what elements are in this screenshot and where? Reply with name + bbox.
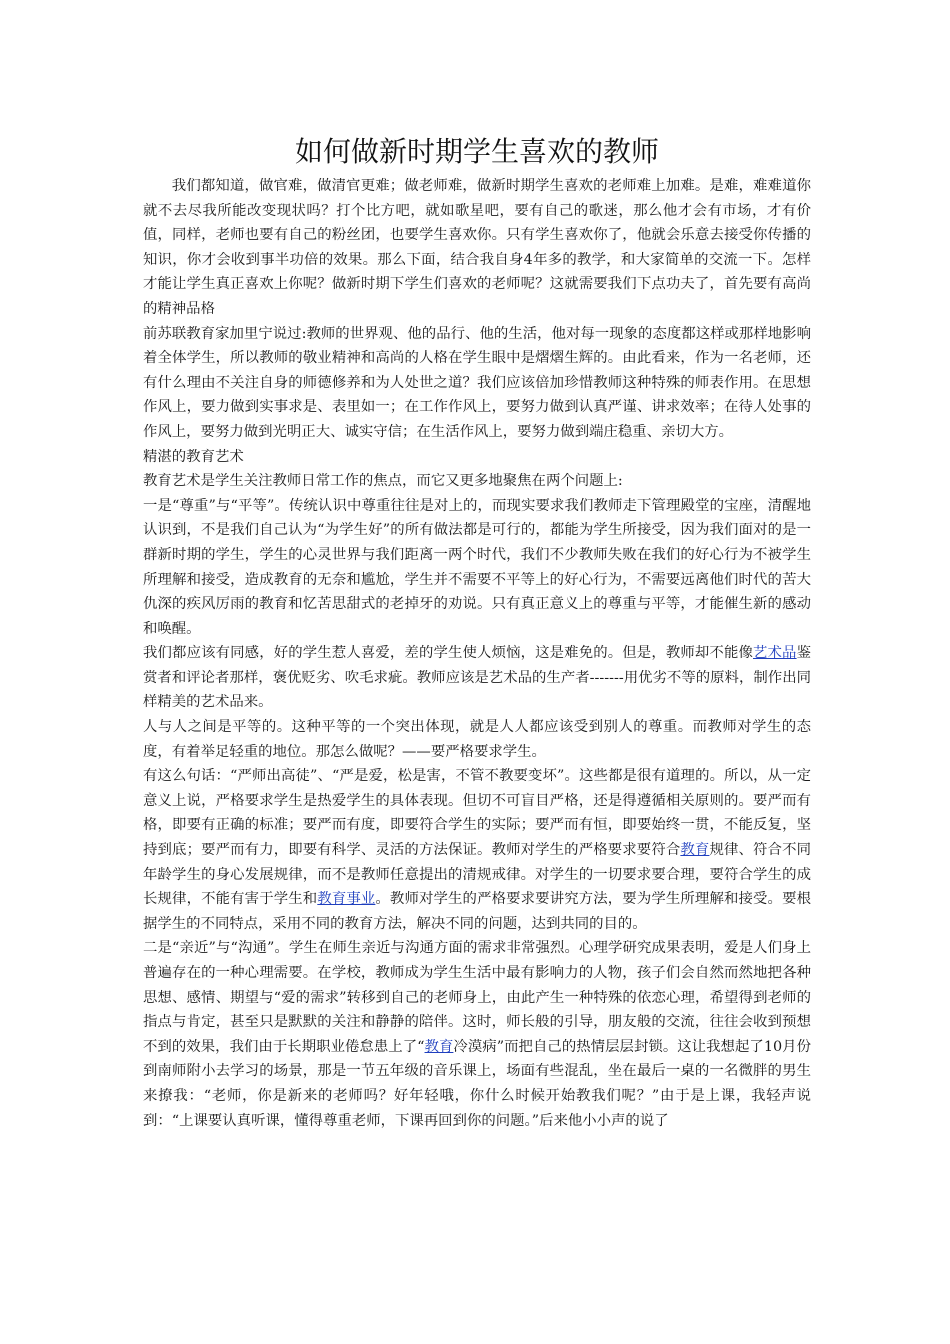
link-artwork[interactable]: 艺术品 — [753, 645, 797, 662]
paragraph-text: 。教师对学生的严格要求要讲究方法，要为学生所理解和接受。要根据学生的不同特点，采用不同的教育方法，解决不同的问题，达到共同的目的。 — [143, 891, 811, 932]
paragraph-education-art-focus: 教育艺术是学生关注教师日常工作的焦点，而它又更多地聚焦在两个问题上: — [143, 473, 623, 490]
paragraph-strict-requirements — [143, 764, 811, 936]
paragraph-text: 我们都应该有同感，好的学生惹人喜爱，差的学生使人烦恼，这是难免的。但是，教师却不能像 — [143, 645, 753, 662]
link-education[interactable]: 教育 — [680, 842, 710, 859]
paragraph-text: 鉴赏者和评论者那样，褒优贬劣、吹毛求疵。教师应该是艺术品的生产者-------用优劣不等的原料，制作出同样精美的艺术品来。 — [143, 645, 811, 711]
paragraph-moral-character: 前苏联教育家加里宁说过:教师的世界观、他的品行、他的生活，他对每一现象的态度都这样或那样地影响着全体学生，所以教师的敬业精神和高尚的人格在学生眼中是熠熠生辉的。由此看来，作为一名老师，还有什么理由不关注自身的师德修养和为人处世之道？我们应该倍加珍惜教师这种特殊的师表作用。在思想作风上，要力做到实事求是、表里如一；在工作作风上，要努力做到认真严谨、讲求效率；在待人处事的作风上，要努力做到光明正大、诚实守信；在生活作风上，要努力做到端庄稳重、亲切大方。 — [143, 325, 811, 440]
link-education-career[interactable]: 教育事业 — [317, 891, 376, 908]
paragraph-intro: 我们都知道，做官难，做清官更难；做老师难，做新时期学生喜欢的老师难上加难。是难，难难道你就不去尽我所能改变现状吗？打个比方吧，就如歌星吧，要有自己的歌迷，那么他才会有市场，才有价值，同样，老师也要有自己的粉丝团，也要学生喜欢你。只有学生喜欢你了，他就会乐意去接受你传播的知识，你才会收到事半功倍的效果。那么下面，结合我自身4年多的教学，和大家简单的交流一下。怎样才能让学生真正喜欢上你呢？做新时期下学生们喜欢的老师呢？这就需要我们下点功夫了，首先要有高尚的精神品格 — [143, 178, 811, 317]
paragraph-text: 有这么句话：“严师出高徒”、“严是爱，松是害，不管不教要变坏”。这些都是很有道理的。所以，从一定意义上说，严格要求学生是热爱学生的具体表现。但切不可盲目严格，还是得遵循相关原则的。要严而有格，即要有正确的标准；要严而有度，即要符合学生的实际；要严而有恒，即要始终一贯，不能反复，坚持到底；要严而有力，即要有科学、灵活的方法保证。教师对学生的严格要求要符合 — [143, 768, 811, 859]
section-heading-education-art: 精湛的教育艺术 — [143, 448, 244, 465]
paragraph-respect-equality: 一是“尊重”与“平等”。传统认识中尊重往往是对上的，而现实要求我们教师走下管理殿堂的宝座，清醒地认识到，不是我们自己认为“为学生好”的所有做法都是可行的，都能为学生所接受，因为我们面对的是一群新时期的学生，学生的心灵世界与我们距离一两个时代，我们不少教师失败在我们的好心行为不被学生所理解和接受，造成教育的无奈和尴尬，学生并不需要不平等上的好心行为，不需要远离他们时代的苦大仇深的疾风厉雨的教育和忆苦思甜式的老掉牙的劝说。只有真正意义上的尊重与平等，才能催生新的感动和唤醒。 — [143, 497, 811, 637]
paragraph-text: 冷漠病”而把自己的热情层层封锁。这让我想起了10月份到南师附小去学习的场景，那是一节五年级的音乐课上，场面有些混乱，坐在最后一桌的一名微胖的男生来撩我：“老师，你是新来的老师吗？好年轻哦，你什么时候开始教我们呢？”由于是上课，我轻声说到：“上课要认真听课，懂得尊重老师，下课再回到你的问题。”后来他小小声的说了 — [143, 1038, 811, 1129]
document-page — [143, 130, 811, 1133]
paragraph-equality-respect: 人与人之间是平等的。这种平等的一个突出体现，就是人人都应该受到别人的尊重。而教师对学生的态度，有着举足轻重的地位。那怎么做呢？——要严格要求学生。 — [143, 719, 811, 760]
paragraph-artwork — [143, 641, 811, 715]
paragraph-text: 规律、符合不同年龄学生的身心发展规律，而不是教师任意提出的清规戒律。对学生的一切要求要合理，要符合学生的成长规律，不能有害于学生和 — [143, 842, 811, 908]
link-education-apathy[interactable]: 教育 — [424, 1038, 454, 1055]
paragraph-closeness-communication — [143, 936, 811, 1133]
document-title: 如何做新时期学生喜欢的教师 — [294, 135, 659, 168]
paragraph-text: 二是“亲近”与“沟通”。学生在师生亲近与沟通方面的需求非常强烈。心理学研究成果表明，爱是人们身上普遍存在的一种心理需要。在学校，教师成为学生生活中最有影响力的人物，孩子们会自然而然地把各种思想、感情、期望与“爱的需求”转移到自己的老师身上，由此产生一种特殊的依恋心理，希望得到老师的指点与肯定，甚至只是默默的关注和静静的陪伴。这时，师长般的引导，朋友般的交流，往往会收到预想不到的效果，我们由于长期职业倦怠患上了“ — [143, 940, 811, 1055]
